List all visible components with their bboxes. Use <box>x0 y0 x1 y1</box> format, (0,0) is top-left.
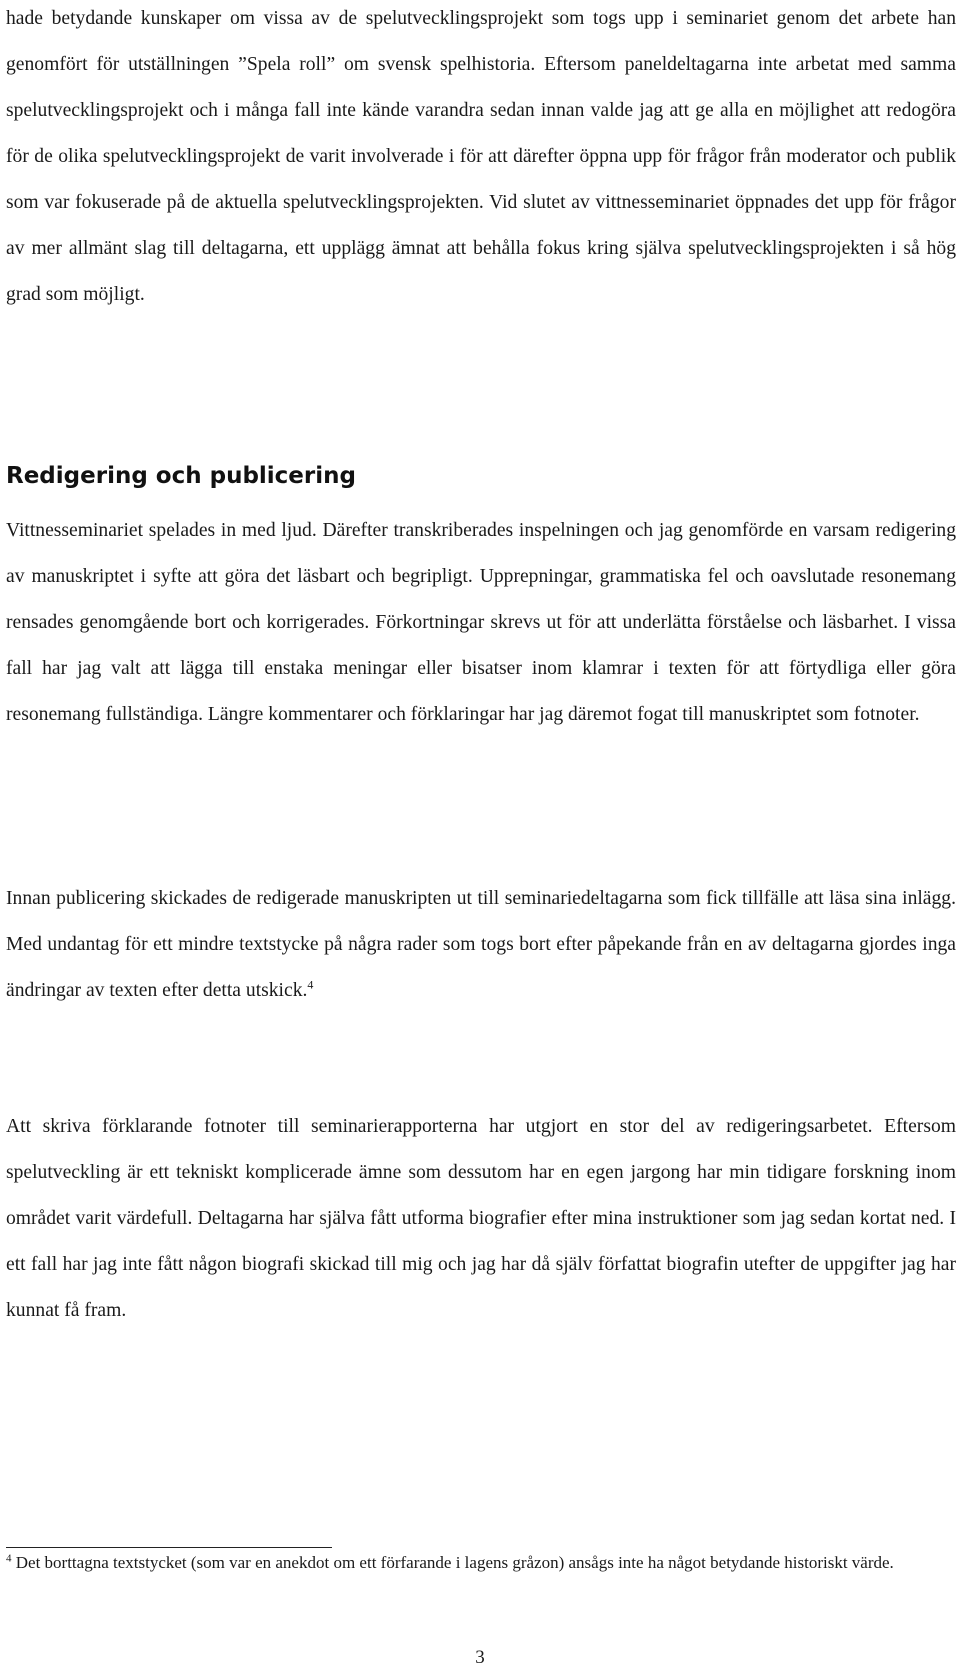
footnote-text: Det borttagna textstycket (som var en anekdot om ett förfarande i lagens gråzon) ansågs inte ha något betydande historiskt värde. <box>15 1553 894 1572</box>
body-paragraph-3 <box>6 876 956 1014</box>
footnote <box>6 1550 946 1576</box>
body-paragraph-4: Att skriva förklarande fotnoter till seminarierapporterna har utgjort en stor del av redigeringsarbetet. Eftersom spelutveckling är ett tekniskt komplicerade ämne som dessutom har en egen jargong har min tidigare forskning inom området varit värdefull. Deltagarna har själva fått utforma biografier efter mina instruktioner som jag sedan kortat ned. I ett fall har jag inte fått någon biografi skickad till mig och jag har då själv författat biografin utefter de uppgifter jag har kunnat få fram. <box>6 1116 956 1321</box>
footnote-separator <box>6 1547 332 1548</box>
body-paragraph-3-text: Innan publicering skickades de redigerade manuskripten ut till seminariedeltagarna som fick tillfälle att läsa sina inlägg. Med undantag för ett mindre textstycke på några rader som togs bort efter påpekande från en av deltagarna gjordes inga ändringar av texten efter detta utskick. <box>6 888 956 1001</box>
page-number: 3 <box>475 1647 485 1668</box>
body-paragraph-2: Vittnesseminariet spelades in med ljud. Därefter transkriberades inspelningen och jag genomförde en varsam redigering av manuskriptet i syfte att göra det läsbart och begripligt. Upprepningar, grammatiska fel och oavslutade resonemang rensades genomgående bort och korrigerades. Förkortningar skrevs ut för att underlätta förståelse och läsbarhet. I vissa fall har jag valt att lägga till enstaka meningar eller bisatser inom klamrar i texten för att förtydliga eller göra resonemang fullständiga. Längre kommentarer och förklaringar har jag däremot fogat till manuskriptet som fotnoter. <box>6 520 956 725</box>
body-paragraph-1: hade betydande kunskaper om vissa av de spelutvecklingsprojekt som togs upp i seminariet genom det arbete han genomfört för utställningen ”Spela roll” om svensk spelhistoria. Eftersom paneldeltagarna inte arbetat med samma spelutvecklingsprojekt och i många fall inte kände varandra sedan innan valde jag att ge alla en möjlighet att redogöra för de olika spelutvecklingsprojekt de varit involverade i för att därefter öppna upp för frågor från moderator och publik som var fokuserade på de aktuella spelutvecklingsprojekten. Vid slutet av vittnesseminariet öppnades det upp för frågor av mer allmänt slag till deltagarna, ett upplägg ämnat att behålla fokus kring själva spelutvecklingsprojekten i så hög grad som möjligt. <box>6 8 956 305</box>
footnote-number: 4 <box>6 1552 12 1565</box>
section-heading: Redigering och publicering <box>6 463 356 489</box>
footnote-reference[interactable]: 4 <box>307 977 314 992</box>
